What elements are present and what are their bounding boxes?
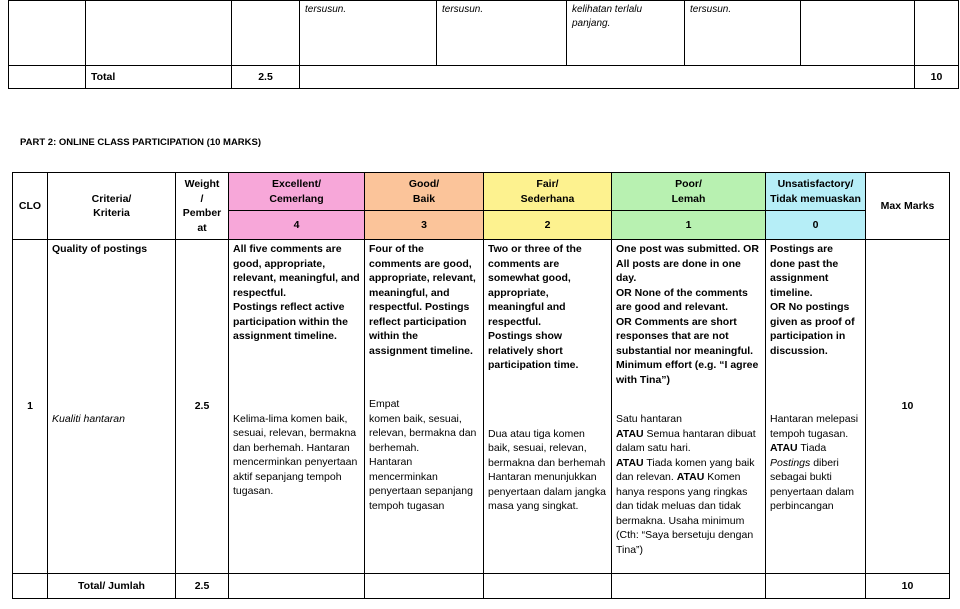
score-excellent: 4	[229, 211, 365, 240]
total-empty	[13, 574, 48, 599]
poor-ms-text: Komen hanya respons yang ringkas dan tidak meluas dan tidak bermakna. Usaha minimum (Cth: “Saya bersetuju dengan Tina”)	[616, 471, 754, 556]
header-good: Good/ Baik	[365, 173, 484, 211]
total-weight: 2.5	[176, 574, 229, 599]
score-unsatisfactory: 0	[766, 211, 866, 240]
fair-ms: Dua atau tiga komen baik, sesuai, relevan, bermakna dan berhemah Hantaran menunjukkan penyertaan dalam jangka masa yang singkat.	[488, 427, 606, 512]
top-cell-empty	[86, 1, 232, 66]
criteria-ms: Kualiti hantaran	[52, 412, 125, 425]
header-poor: Poor/ Lemah	[612, 173, 766, 211]
total-max: 10	[866, 574, 950, 599]
header-criteria: Criteria/ Kriteria	[48, 173, 176, 240]
header-excellent: Excellent/ Cemerlang	[229, 173, 365, 211]
cell-good	[365, 240, 484, 574]
poor-en: One post was submitted. OR All posts are done in one day. OR None of the comments are good and relevant. OR Comments are short responses that are not substantial nor meaningful. Minimum effort (e.g. “I agree with Tina”)	[616, 243, 759, 386]
total-empty	[229, 574, 365, 599]
score-fair: 2	[484, 211, 612, 240]
total-empty	[766, 574, 866, 599]
criteria-en: Quality of postings	[52, 243, 148, 255]
poor-ms-line: Satu hantaran	[616, 413, 682, 425]
poor-ms-or: ATAU	[676, 471, 705, 483]
top-cell-empty	[9, 1, 86, 66]
top-cell-empty	[801, 1, 915, 66]
unsat-ms-text: Hantaran melepasi tempoh tugasan.	[770, 413, 859, 440]
section-title: PART 2: ONLINE CLASS PARTICIPATION (10 MARKS)	[20, 137, 262, 148]
unsat-ms	[770, 358, 861, 514]
top-total-weight: 2.5	[232, 66, 300, 89]
unsat-ms-italic: Postings	[770, 456, 811, 469]
total-empty	[612, 574, 766, 599]
header-unsatisfactory: Unsatisfactory/ Tidak memuaskan	[766, 173, 866, 211]
fair-en: Two or three of the comments are somewhat good, appropriate, meaningful and respectful. Postings show relatively short participation time.	[488, 243, 582, 371]
top-cell-text: kelihatan terlalu panjang.	[567, 1, 685, 66]
participation-rubric-table	[12, 172, 950, 599]
score-poor: 1	[612, 211, 766, 240]
top-cell-text: tersusun.	[685, 1, 801, 66]
top-total-empty	[9, 66, 86, 89]
good-en: Four of the comments are good, appropriate, relevant, meaningful, and respectful. Postings reflect participation within the assignment timeline.	[369, 243, 476, 357]
header-max-marks: Max Marks	[866, 173, 950, 240]
unsat-en: Postings are done past the assignment timeline. OR No postings given as proof of participation in discussion.	[770, 243, 855, 357]
poor-ms-or: ATAU	[616, 427, 644, 440]
poor-ms	[616, 387, 761, 557]
unsat-ms-or: ATAU	[770, 442, 798, 454]
total-empty	[484, 574, 612, 599]
header-weight: Weight / Pember at	[176, 173, 229, 240]
excellent-ms: Kelima-lima komen baik, sesuai, relevan, bermakna dan berhemah. Hantaran mencerminkan penyertaan aktif sepanjang tempoh tugasan.	[233, 412, 358, 497]
top-total-label: Total	[86, 66, 232, 89]
row-max-marks: 10	[866, 240, 950, 574]
top-cell-empty	[232, 1, 300, 66]
row-weight: 2.5	[176, 240, 229, 574]
total-empty	[365, 574, 484, 599]
cell-poor	[612, 240, 766, 574]
top-cell-text: tersusun.	[437, 1, 567, 66]
cell-fair	[484, 240, 612, 574]
top-total-span	[300, 66, 915, 89]
poor-ms-or: ATAU	[616, 456, 644, 469]
row-clo: 1	[13, 240, 48, 574]
excellent-en: All five comments are good, appropriate, relevant, meaningful, and respectful. Postings reflect active participation within the assignment timeline.	[233, 243, 360, 342]
header-clo: CLO	[13, 173, 48, 240]
top-cell-empty	[915, 1, 959, 66]
row-criteria	[48, 240, 176, 574]
total-label: Total/ Jumlah	[48, 574, 176, 599]
good-ms: Empat komen baik, sesuai, relevan, bermakna dan berhemah. Hantaran mencerminkan penyertaan sepanjang tempoh tugasan	[369, 398, 477, 512]
previous-rubric-table	[8, 0, 959, 89]
top-cell-text: tersusun.	[300, 1, 437, 66]
score-good: 3	[365, 211, 484, 240]
top-total-max: 10	[915, 66, 959, 89]
unsat-ms-text: diberi sebagai bukti penyertaan dalam perbincangan	[770, 456, 855, 512]
cell-excellent	[229, 240, 365, 574]
unsat-ms-text: Tiada	[797, 442, 827, 454]
cell-unsatisfactory	[766, 240, 866, 574]
poor-ms-text: Semua hantaran dibuat dalam satu hari.	[616, 427, 756, 454]
header-fair: Fair/ Sederhana	[484, 173, 612, 211]
poor-ms-text: Tiada komen yang baik dan relevan.	[616, 456, 755, 483]
